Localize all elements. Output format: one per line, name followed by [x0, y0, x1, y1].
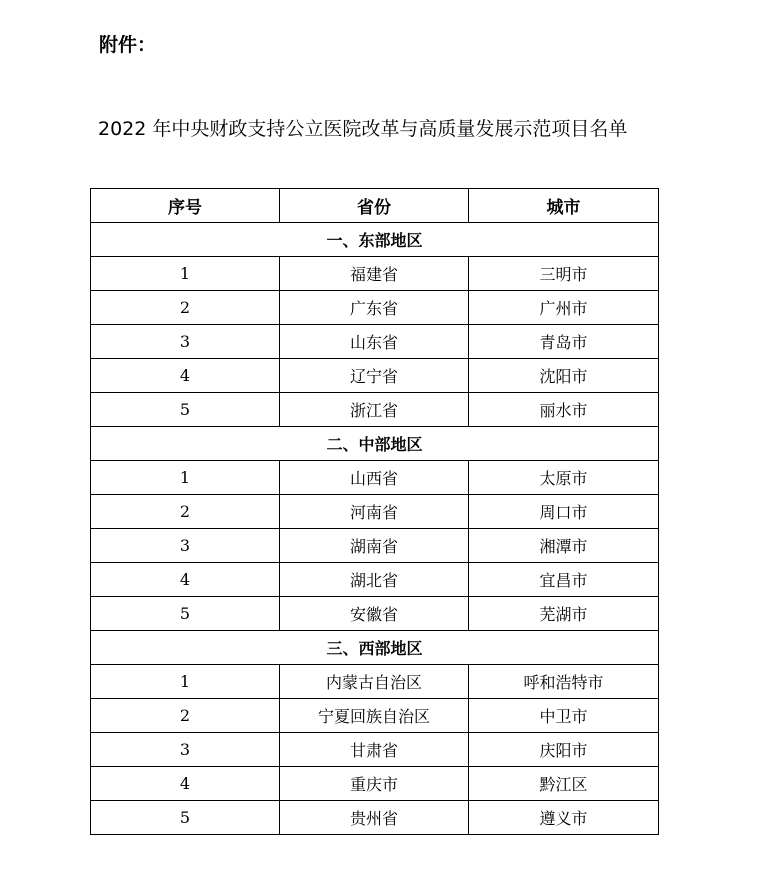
attachment-label: 附件：: [99, 34, 157, 56]
row-city: 遵义市: [469, 801, 659, 835]
row-index: 3: [91, 325, 280, 359]
row-city: 青岛市: [469, 325, 659, 359]
row-index: 1: [91, 665, 280, 699]
row-index: 4: [91, 359, 280, 393]
table-row: [91, 257, 659, 291]
row-index: 2: [91, 291, 280, 325]
region-row-west: [91, 631, 659, 665]
row-city: 湘潭市: [469, 529, 659, 563]
row-province: 宁夏回族自治区: [280, 699, 469, 733]
table-row: [91, 699, 659, 733]
region-row-central: [91, 427, 659, 461]
row-city: 呼和浩特市: [469, 665, 659, 699]
table-row: [91, 767, 659, 801]
row-city: 黔江区: [469, 767, 659, 801]
row-province: 甘肃省: [280, 733, 469, 767]
row-index: 5: [91, 801, 280, 835]
table-row: [91, 529, 659, 563]
column-header-index: 序号: [91, 189, 280, 223]
row-index: 3: [91, 529, 280, 563]
column-header-province: 省份: [280, 189, 469, 223]
row-province: 内蒙古自治区: [280, 665, 469, 699]
row-province: 山西省: [280, 461, 469, 495]
table-row: [91, 325, 659, 359]
row-index: 1: [91, 461, 280, 495]
row-province: 山东省: [280, 325, 469, 359]
row-index: 1: [91, 257, 280, 291]
table-row: [91, 359, 659, 393]
row-province: 广东省: [280, 291, 469, 325]
row-province: 辽宁省: [280, 359, 469, 393]
row-city: 宜昌市: [469, 563, 659, 597]
row-province: 河南省: [280, 495, 469, 529]
row-index: 4: [91, 563, 280, 597]
row-index: 5: [91, 597, 280, 631]
region-label: 三、西部地区: [91, 631, 659, 665]
row-province: 湖南省: [280, 529, 469, 563]
table-row: [91, 563, 659, 597]
row-province: 贵州省: [280, 801, 469, 835]
column-header-city: 城市: [469, 189, 659, 223]
row-province: 福建省: [280, 257, 469, 291]
table-row: [91, 665, 659, 699]
row-index: 3: [91, 733, 280, 767]
row-province: 重庆市: [280, 767, 469, 801]
region-label: 二、中部地区: [91, 427, 659, 461]
row-index: 5: [91, 393, 280, 427]
row-index: 4: [91, 767, 280, 801]
row-index: 2: [91, 495, 280, 529]
row-province: 湖北省: [280, 563, 469, 597]
row-city: 三明市: [469, 257, 659, 291]
row-city: 沈阳市: [469, 359, 659, 393]
table-header-row: [91, 189, 659, 223]
row-city: 太原市: [469, 461, 659, 495]
row-city: 庆阳市: [469, 733, 659, 767]
table-row: [91, 291, 659, 325]
row-city: 周口市: [469, 495, 659, 529]
project-list-table: [90, 188, 659, 835]
row-city: 丽水市: [469, 393, 659, 427]
table-row: [91, 801, 659, 835]
region-row-east: [91, 223, 659, 257]
region-label: 一、东部地区: [91, 223, 659, 257]
table-row: [91, 597, 659, 631]
row-city: 广州市: [469, 291, 659, 325]
table-row: [91, 461, 659, 495]
row-province: 安徽省: [280, 597, 469, 631]
row-city: 中卫市: [469, 699, 659, 733]
row-index: 2: [91, 699, 280, 733]
row-city: 芜湖市: [469, 597, 659, 631]
row-province: 浙江省: [280, 393, 469, 427]
table-row: [91, 393, 659, 427]
document-title: 2022 年中央财政支持公立医院改革与高质量发展示范项目名单: [98, 118, 628, 140]
table-row: [91, 733, 659, 767]
table-row: [91, 495, 659, 529]
